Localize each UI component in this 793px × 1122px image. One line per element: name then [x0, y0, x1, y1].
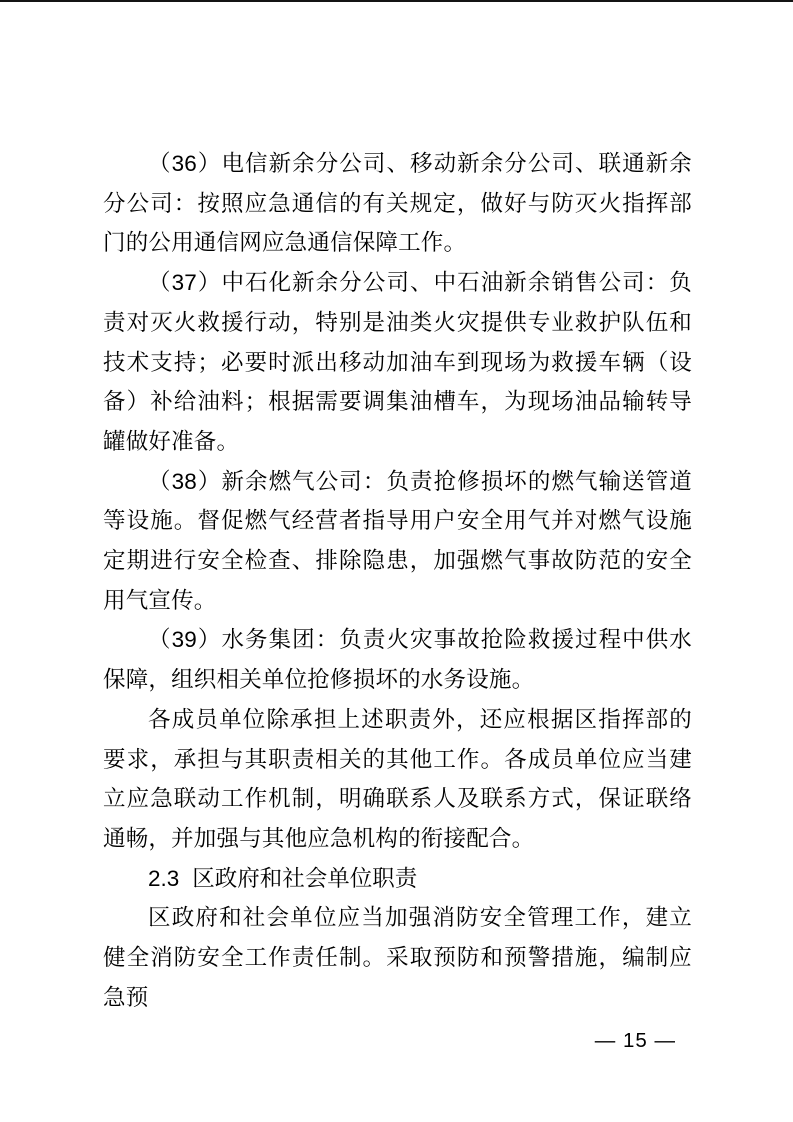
- page-top-edge-line: [0, 0, 793, 2]
- paragraph-item-37-petroleum-companies: （37）中石化新余分公司、中石油新余销售公司：负责对灭火救援行动，特别是油类火灾提供专业救护队伍和技术支持；必要时派出移动加油车到现场为救援车辆（设备）补给油料；根据需要调集油槽车，为现场油品输转导罐做好准备。: [103, 270, 692, 454]
- paragraph-item-36-telecom-companies: （36）电信新余分公司、移动新余分公司、联通新余分公司：按照应急通信的有关规定，做好与防灭火指挥部门的公用通信网应急通信保障工作。: [103, 151, 692, 256]
- section-heading-title: 区政府和社会单位职责: [192, 865, 418, 891]
- paragraph-member-unit-duties: 各成员单位除承担上述职责外，还应根据区指挥部的要求，承担与其职责相关的其他工作。各成员单位应当建立应急联动工作机制，明确联系人及联系方式，保证联络通畅，并加强与其他应急机构的衔接配合。: [103, 706, 692, 851]
- document-text-block: [103, 144, 692, 1017]
- section-heading-number: 2.3: [148, 865, 180, 891]
- paragraph-section-2-3-intro: 区政府和社会单位应当加强消防安全管理工作，建立健全消防安全工作责任制。采取预防和预警措施，编制应急预: [103, 905, 692, 1010]
- section-heading-2-3: [103, 859, 692, 899]
- paragraph-item-38-gas-company: （38）新余燃气公司：负责抢修损坏的燃气输送管道等设施。督促燃气经营者指导用户安全用气并对燃气设施定期进行安全检查、排除隐患，加强燃气事故防范的安全用气宣传。: [103, 468, 692, 613]
- page-number: — 15 —: [594, 1029, 676, 1052]
- paragraph-item-39-water-group: （39）水务集团：负责火灾事故抢险救援过程中供水保障，组织相关单位抢修损坏的水务设施。: [103, 627, 692, 693]
